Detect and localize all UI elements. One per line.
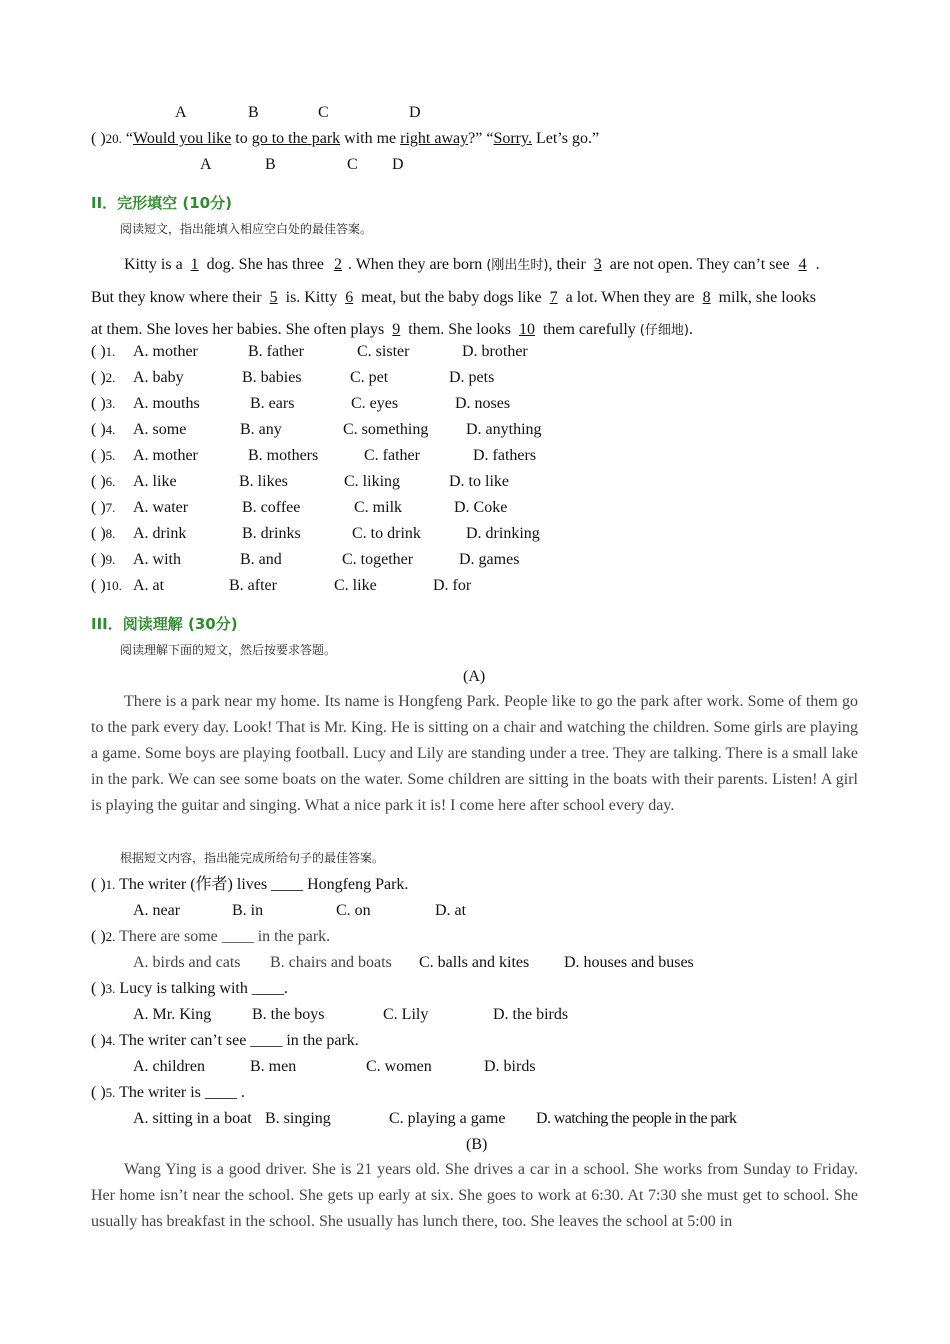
answer-paren[interactable]: ( ) — [91, 551, 106, 568]
option[interactable]: C. balls and kites — [419, 954, 530, 971]
text: is. Kitty — [285, 289, 338, 306]
section-3-instruction: 阅读理解下面的短文，然后按要求答题。 — [120, 643, 337, 657]
question-number: 20. — [105, 131, 122, 146]
option[interactable]: B. babies — [242, 369, 302, 386]
blank-9: 9 — [392, 321, 401, 338]
cloze-question-row — [91, 498, 115, 518]
cloze-question-row — [91, 550, 115, 570]
question-number: 4. — [105, 422, 116, 437]
text: . When they are born — [347, 256, 483, 273]
option[interactable]: A. mother — [133, 343, 198, 360]
blank-10: 10 — [518, 321, 535, 338]
section-2-instruction: 阅读短文，指出能填入相应空白处的最佳答案。 — [120, 222, 373, 236]
option[interactable]: C. sister — [357, 343, 410, 360]
text: them. She looks — [408, 321, 511, 338]
option[interactable]: C. something — [343, 421, 429, 438]
underlined-a: Would you like — [133, 130, 232, 147]
answer-paren[interactable]: ( ) — [91, 447, 106, 464]
option[interactable]: D. drinking — [466, 525, 540, 542]
answer-paren[interactable]: ( ) — [91, 1084, 106, 1101]
passage-a — [91, 689, 858, 819]
option[interactable]: C. women — [366, 1058, 432, 1075]
option[interactable]: D. games — [459, 551, 520, 568]
question-number: 9. — [105, 552, 116, 567]
q20-top-letter-c: C — [318, 104, 329, 121]
cloze-question-row — [91, 420, 115, 440]
blank-5: 5 — [269, 289, 278, 306]
question-number: 4. — [105, 1033, 116, 1048]
text: Kitty is a — [124, 256, 183, 273]
answer-paren[interactable]: ( ) — [91, 473, 106, 490]
option[interactable]: B. singing — [265, 1110, 331, 1127]
blank-6: 6 — [345, 289, 354, 306]
option[interactable]: D. to like — [449, 473, 509, 490]
text: them carefully — [542, 321, 636, 338]
question-number: 1. — [105, 877, 116, 892]
passage-a-label: (A) — [463, 668, 486, 685]
question-number: 3. — [105, 396, 116, 411]
answer-paren[interactable]: ( ) — [91, 343, 106, 360]
reading-q2 — [91, 927, 330, 947]
blank-1: 1 — [190, 256, 199, 273]
question-number: 8. — [105, 526, 116, 541]
option[interactable]: A. birds and cats — [133, 954, 241, 971]
question-number: 2. — [105, 370, 116, 385]
option[interactable]: C. liking — [344, 473, 401, 490]
q20-bottom-letter-b: B — [265, 156, 276, 173]
stem: The writer — [119, 876, 187, 893]
question-number: 7. — [105, 500, 116, 515]
reading-q4 — [91, 1031, 359, 1051]
option[interactable]: B. and — [240, 551, 282, 568]
cloze-line-3 — [91, 320, 693, 341]
answer-paren[interactable]: ( ) — [91, 876, 106, 893]
question-number: 1. — [105, 344, 116, 359]
passage-b-label: (B) — [466, 1136, 488, 1153]
q20-line — [91, 129, 599, 149]
option[interactable]: D. birds — [484, 1058, 536, 1075]
option[interactable]: D. watching the people in the park — [536, 1110, 737, 1127]
option[interactable]: C. eyes — [351, 395, 399, 412]
text: But they know where their — [91, 289, 262, 306]
option[interactable]: B. in — [232, 902, 264, 919]
text: meat, but the baby dogs like — [361, 289, 542, 306]
option[interactable]: A. Mr. King — [133, 1006, 212, 1023]
blank-8: 8 — [702, 289, 711, 306]
section-3-title: III．阅读理解 (30分) — [91, 615, 238, 633]
option[interactable]: D. noses — [455, 395, 511, 412]
reading-q3 — [91, 979, 288, 999]
text: Let’s go.” — [531, 130, 600, 147]
option[interactable]: D. houses and buses — [564, 954, 694, 971]
option[interactable]: B. men — [250, 1058, 297, 1075]
text: . — [815, 256, 820, 273]
q20-bottom-letter-a: A — [200, 156, 212, 173]
gloss: (作者) — [190, 876, 233, 893]
cloze-question-row — [91, 342, 115, 362]
option[interactable]: D. anything — [466, 421, 542, 438]
q20-bottom-letter-c: C — [347, 156, 358, 173]
question-number: 5. — [105, 1085, 116, 1100]
cloze-line-2 — [91, 288, 816, 308]
option[interactable]: C. to drink — [352, 525, 421, 542]
option[interactable]: B. the boys — [252, 1006, 325, 1023]
option[interactable]: C. like — [334, 577, 377, 594]
cloze-question-row — [91, 368, 115, 388]
text: are not open. They can’t see — [609, 256, 790, 273]
answer-paren[interactable]: ( ) — [91, 499, 106, 516]
text: , their — [548, 256, 586, 273]
underlined-d: Sorry. — [493, 130, 532, 147]
section-3-instruction-2: 根据短文内容，指出能完成所给句子的最佳答案。 — [120, 851, 385, 865]
question-number: 6. — [105, 474, 116, 489]
stem: Lucy is talking with ____. — [119, 980, 288, 997]
answer-paren[interactable]: ( ) — [91, 928, 106, 945]
section-2-title: II．完形填空 (10分) — [91, 194, 232, 212]
option[interactable]: D. the birds — [493, 1006, 569, 1023]
option[interactable]: A. at — [133, 577, 165, 594]
question-number: 5. — [105, 448, 116, 463]
q20-top-letter-b: B — [248, 104, 259, 121]
quote: “ — [125, 130, 134, 147]
option[interactable]: C. milk — [354, 499, 403, 516]
option[interactable]: A. like — [133, 473, 177, 490]
question-number: 3. — [105, 981, 116, 996]
blank-7: 7 — [549, 289, 558, 306]
reading-q1 — [91, 875, 408, 895]
underlined-c: right away — [400, 130, 469, 147]
cloze-question-row — [91, 394, 115, 414]
option[interactable]: A. near — [133, 902, 181, 919]
option[interactable]: C. father — [364, 447, 420, 464]
text: milk, she looks — [718, 289, 816, 306]
option[interactable]: C. Lily — [383, 1006, 429, 1023]
stem: lives ____ Hongfeng Park. — [236, 876, 409, 893]
text: . — [688, 321, 693, 338]
underlined-b: go to the park — [251, 130, 341, 147]
option[interactable]: A. children — [133, 1058, 205, 1075]
gloss: (仔细地) — [639, 323, 689, 338]
answer-paren[interactable]: ( ) — [91, 980, 106, 997]
option[interactable]: A. mother — [133, 447, 198, 464]
passage-a-text: There is a park near my home. Its name is Hongfeng Park. People like to go the park after work. Some of them go to the park every day. Look! That is Mr. King. He is sitting on a chair and watching the children. Some girls are playing a game. Some boys are playing football. Lucy and Lily are standing under a tree. They are talking. There is a small lake in the park. We can see some boats on the water. Some children are sitting in the boats with their parents. Listen! A girl is playing the guitar and singing. What a nice park it is! I come here after school every day. — [91, 693, 858, 814]
stem: The writer can’t see ____ in the park. — [119, 1032, 359, 1049]
option[interactable]: B. after — [229, 577, 277, 594]
option[interactable]: B. chairs and boats — [270, 954, 392, 971]
option[interactable]: C. playing a game — [389, 1110, 506, 1127]
text: at them. She loves her babies. She often plays — [91, 321, 385, 338]
text: a lot. When they are — [565, 289, 695, 306]
answer-paren[interactable]: ( ) — [91, 130, 106, 147]
reading-q5 — [91, 1083, 245, 1103]
answer-paren[interactable]: ( ) — [91, 577, 106, 594]
q20-bottom-letter-d: D — [392, 156, 404, 173]
answer-paren[interactable]: ( ) — [91, 421, 106, 438]
stem: There are some ____ in the park. — [119, 928, 331, 945]
option[interactable]: B. drinks — [242, 525, 301, 542]
cloze-question-row — [91, 446, 115, 466]
gloss: (刚出生时) — [486, 258, 549, 273]
answer-paren[interactable]: ( ) — [91, 395, 106, 412]
option[interactable]: D. pets — [449, 369, 495, 386]
text: dog. She has three — [206, 256, 324, 273]
passage-b-text: Wang Ying is a good driver. She is 21 years old. She drives a car in a school. She works from Sunday to Friday. Her home isn’t near the school. She gets up early at six. She goes to work at 6:30. At 7:30 she must get to school. She usually has breakfast in the school. She usually has lunch there, too. She leaves the school at 5:00 in — [91, 1161, 858, 1230]
text: to — [231, 130, 252, 147]
cloze-line-1 — [124, 255, 820, 276]
option[interactable]: B. father — [248, 343, 304, 360]
answer-paren[interactable]: ( ) — [91, 525, 106, 542]
question-number: 10. — [105, 578, 122, 593]
option[interactable]: C. pet — [350, 369, 389, 386]
answer-paren[interactable]: ( ) — [91, 369, 106, 386]
option[interactable]: D. at — [435, 902, 467, 919]
option[interactable]: D. for — [433, 577, 472, 594]
stem: The writer is ____ . — [119, 1084, 245, 1101]
answer-paren[interactable]: ( ) — [91, 1032, 106, 1049]
cloze-question-row — [91, 524, 115, 544]
option[interactable]: C. together — [342, 551, 414, 568]
option[interactable]: A. with — [133, 551, 181, 568]
option[interactable]: D. brother — [462, 343, 528, 360]
option[interactable]: A. sitting in a boat — [133, 1110, 252, 1127]
text: with me — [340, 130, 401, 147]
option[interactable]: D. fathers — [473, 447, 537, 464]
blank-3: 3 — [593, 256, 602, 273]
q20-top-letter-d: D — [409, 104, 421, 121]
passage-b — [91, 1157, 858, 1235]
option[interactable]: B. any — [240, 421, 282, 438]
option[interactable]: A. some — [133, 421, 187, 438]
option[interactable]: B. ears — [250, 395, 295, 412]
option[interactable]: B. likes — [239, 473, 288, 490]
option[interactable]: A. drink — [133, 525, 187, 542]
q20-top-letter-a: A — [175, 104, 187, 121]
blank-2: 2 — [333, 256, 342, 273]
question-number: 2. — [105, 929, 116, 944]
option[interactable]: A. water — [133, 499, 189, 516]
option[interactable]: B. mothers — [248, 447, 319, 464]
option[interactable]: C. on — [336, 902, 371, 919]
option[interactable]: A. baby — [133, 369, 184, 386]
text: ?” “ — [468, 130, 494, 147]
cloze-question-row — [91, 576, 122, 596]
blank-4: 4 — [798, 256, 807, 273]
option[interactable]: D. Coke — [454, 499, 508, 516]
option[interactable]: B. coffee — [242, 499, 301, 516]
option[interactable]: A. mouths — [133, 395, 200, 412]
cloze-question-row — [91, 472, 115, 492]
